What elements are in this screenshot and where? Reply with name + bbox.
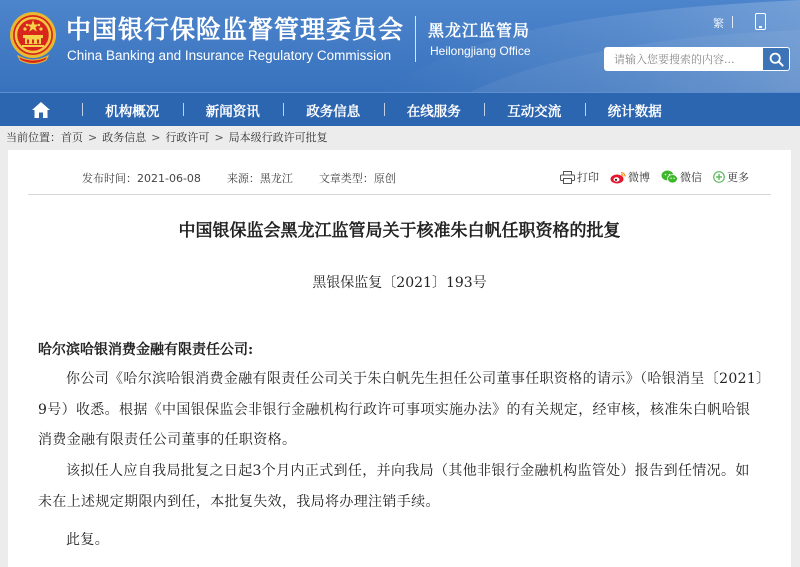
traditional-chinese-toggle[interactable]: 繁: [713, 17, 724, 30]
breadcrumb-home[interactable]: 首页: [61, 131, 83, 144]
body-paragraph: 你公司《哈尔滨哈银消费金融有限责任公司关于朱白帆先生担任公司董事任职资格的请示》（哈银消呈〔2021〕9号）收悉。根据《中国银保监会非银行金融机构行政许可事项实施办法》的有关规定，经审核，核准朱白帆哈银消费金融有限责任公司董事的任职资格。: [38, 371, 764, 448]
article-panel: [8, 150, 791, 567]
search-button[interactable]: [762, 47, 790, 71]
more-label: 更多: [727, 171, 749, 184]
breadcrumb-separator: >: [151, 130, 161, 144]
national-emblem-icon: [8, 8, 58, 68]
meta-divider: [28, 194, 771, 195]
printer-icon: [560, 171, 575, 184]
breadcrumb-local-license-reply[interactable]: 局本级行政许可批复: [228, 131, 328, 144]
home-icon: [31, 101, 51, 119]
wechat-label: 微信: [680, 171, 702, 184]
document-number: 黑银保监复〔2021〕193号: [312, 275, 487, 291]
recipient: 哈尔滨哈银消费金融有限责任公司:: [38, 342, 254, 358]
share-bar: [560, 169, 749, 185]
nav-item-online-services[interactable]: 在线服务: [384, 93, 485, 126]
breadcrumb-separator: >: [88, 130, 98, 144]
nav-home[interactable]: [0, 93, 82, 126]
article-meta: [82, 170, 396, 186]
site-title-cn[interactable]: 中国银行保险监督管理委员会: [66, 15, 405, 44]
print-label: 打印: [577, 171, 599, 184]
nav-item-government-info[interactable]: 政务信息: [283, 93, 384, 126]
breadcrumb: [0, 126, 800, 148]
breadcrumb-separator: >: [214, 130, 224, 144]
weibo-label: 微博: [628, 171, 650, 184]
site-header: [0, 0, 800, 92]
breadcrumb-prefix: 当前位置：: [6, 131, 61, 144]
weibo-icon: [610, 171, 626, 184]
article-title: 中国银保监会黑龙江监管局关于核准朱白帆任职资格的批复: [178, 221, 621, 241]
search-icon: [769, 52, 784, 67]
article-source: 来源：黑龙江: [226, 172, 293, 185]
print-button[interactable]: [560, 169, 599, 185]
wechat-share-button[interactable]: [661, 169, 702, 185]
breadcrumb-administrative-license[interactable]: 行政许可: [165, 131, 210, 144]
site-title-en[interactable]: China Banking and Insurance Regulatory Commission: [67, 48, 392, 63]
more-share-button[interactable]: [713, 169, 749, 185]
office-name-en: Heilongjiang Office: [430, 44, 531, 58]
weibo-share-button[interactable]: [610, 169, 650, 185]
nav-item-news[interactable]: 新闻资讯: [183, 93, 284, 126]
nav-item-interaction[interactable]: 互动交流: [484, 93, 585, 126]
main-nav: [0, 92, 800, 126]
publish-date: 发布时间：2021-06-08: [82, 172, 201, 185]
search-input[interactable]: [604, 47, 762, 71]
body-paragraph: 此复。: [66, 532, 110, 548]
header-tools-divider: [732, 16, 733, 28]
nav-item-statistics[interactable]: 统计数据: [585, 93, 686, 126]
office-name-cn: 黑龙江监管局: [428, 21, 531, 40]
body-paragraph: 该拟任人应自我局批复之日起3个月内正式到任，并向我局（其他非银行金融机构监管处）报告到任情况。如未在上述规定期限内到任，本批复失效，我局将办理注销手续。: [38, 463, 750, 510]
nav-item-institution[interactable]: 机构概况: [82, 93, 183, 126]
wechat-icon: [661, 170, 678, 184]
title-divider: [415, 16, 416, 62]
plus-circle-icon: [713, 171, 725, 183]
breadcrumb-government-info[interactable]: 政务信息: [102, 131, 147, 144]
article-type: 文章类型：原创: [318, 172, 396, 185]
mobile-icon[interactable]: [755, 13, 766, 30]
